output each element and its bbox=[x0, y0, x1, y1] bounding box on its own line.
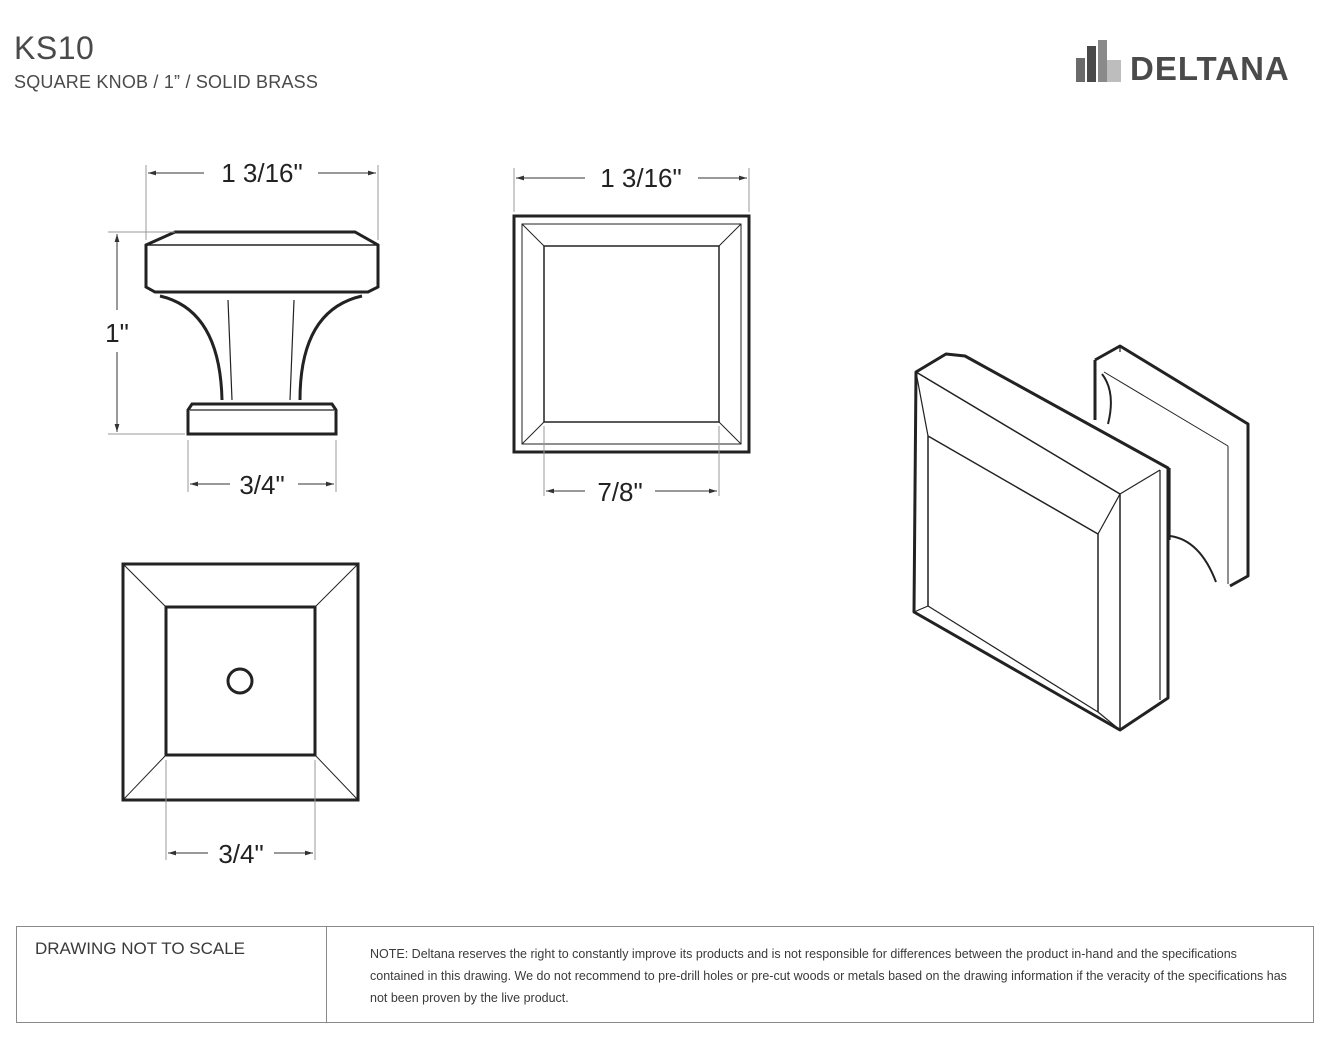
top-view bbox=[514, 168, 749, 496]
side-view bbox=[108, 165, 378, 492]
isometric-view bbox=[914, 346, 1248, 730]
bottom-base-label: 3/4" bbox=[218, 839, 264, 869]
scale-note-cell bbox=[17, 927, 327, 1022]
logo-text: DELTANA bbox=[1130, 50, 1290, 87]
side-width-label: 1 3/16" bbox=[221, 158, 303, 188]
product-description: SQUARE KNOB / 1” / SOLID BRASS bbox=[14, 72, 319, 92]
disclaimer-note: NOTE: Deltana reserves the right to constantly improve its products and is not responsible for differences between the product in-hand and the specifications contained in this drawing. We do not recommend to pre-drill holes or pre-cut woods or metals based on the drawing information if the veracity of the specifications has not been proven by the live product. bbox=[370, 947, 1287, 1005]
bottom-view bbox=[123, 564, 358, 860]
product-code: KS10 bbox=[14, 30, 95, 66]
scale-note: DRAWING NOT TO SCALE bbox=[35, 939, 246, 958]
side-height-label: 1" bbox=[105, 318, 129, 348]
side-base-label: 3/4" bbox=[239, 470, 285, 500]
footer-notes bbox=[16, 926, 1314, 1023]
top-inner-label: 7/8" bbox=[597, 477, 643, 507]
top-width-label: 1 3/16" bbox=[600, 163, 682, 193]
